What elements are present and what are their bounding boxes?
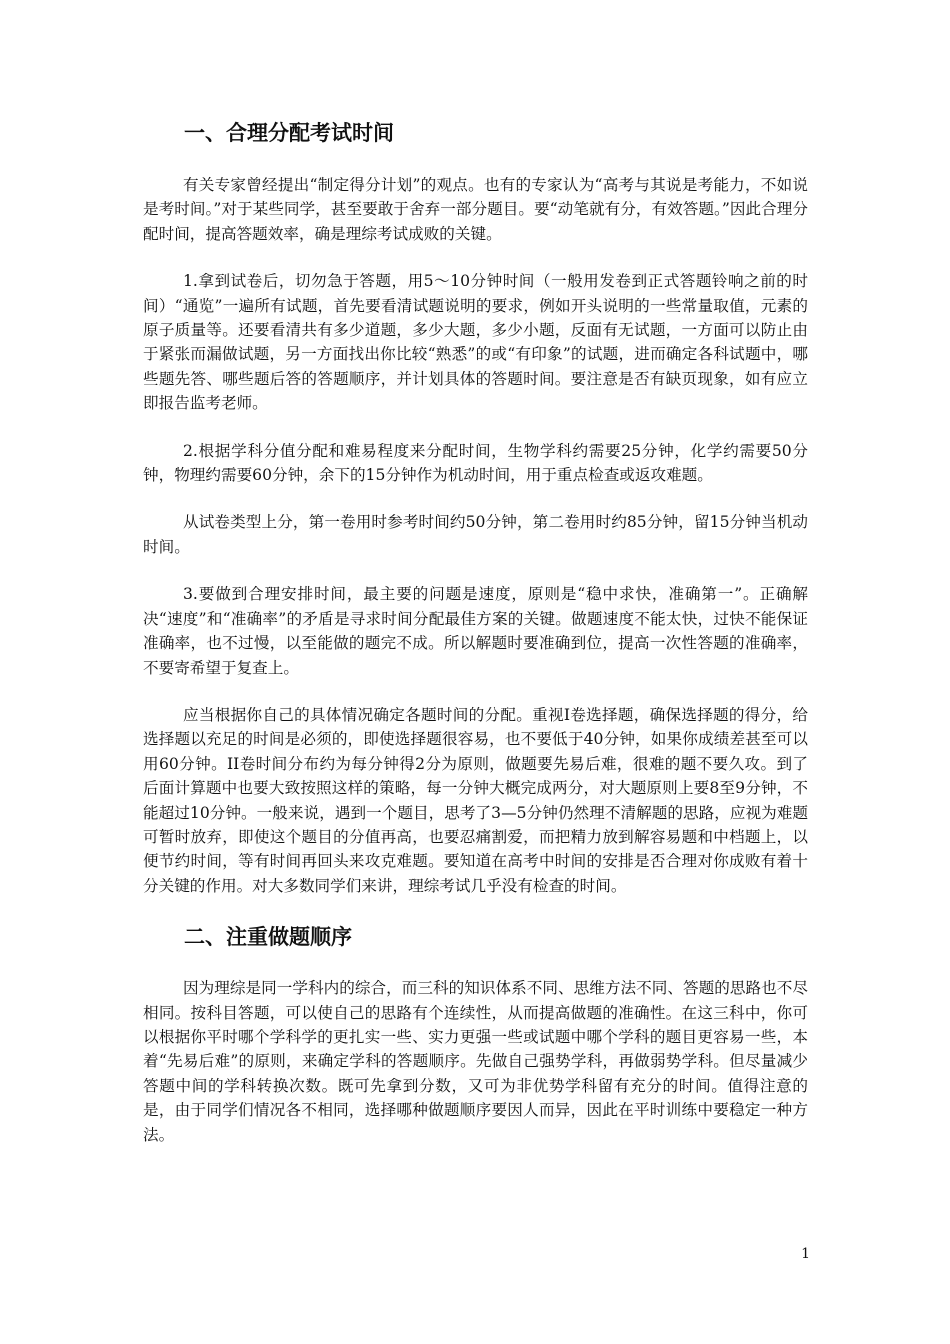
paragraph-answer-order: 因为理综是同一学科内的综合，而三科的知识体系不同、思维方法不同、答题的思路也不尽相同。按科目答题，可以使自己的思路有个连续性，从而提高做题的准确性。在这三科中，你可以根据你平时哪个学科学的更扎实一些、实力更强一些或试题中哪个学科的题目更容易一些，本着“先易后难”的原则，来确定学科的答题顺序。先做自己强势学科，再做弱势学科。但尽量减少答题中间的学科转换次数。既可先拿到分数，又可为非优势学科留有充分的时间。值得注意的是，由于同学们情况各不相同，选择哪种做题顺序要因人而异，因此在平时训练中要稳定一种方法。 (143, 979, 808, 1144)
paragraph-time-distribution: 应当根据你自己的具体情况确定各题时间的分配。重视I卷选择题，确保选择题的得分，给选择题以充足的时间是必须的，即使选择题很容易，也不要低于40分钟，如果你成绩差甚至可以用60分钟。II卷时间分布约为每分钟得2分为原则，做题要先易后难，很难的题不要久攻。到了后面计算题中也要大致按照这样的策略，每一分钟大概完成两分，对大题原则上要8至9分钟，不能超过10分钟。一般来说，遇到一个题目，思考了3—5分钟仍然理不清解题的思路，应视为难题可暂时放弃，即使这个题目的分值再高，也要忍痛割爱，而把精力放到解容易题和中档题上，以便节约时间，等有时间再回头来攻克难题。要知道在高考中时间的安排是否合理对你成败有着十分关键的作用。对大多数同学们来讲，理综考试几乎没有检查的时间。 (143, 705, 808, 895)
paragraph-item-2: 2.根据学科分值分配和难易程度来分配时间，生物学科约需要25分钟，化学约需要50分钟，物理约需要60分钟，余下的15分钟作为机动时间，用于重点检查或返攻难题。 (143, 441, 808, 485)
paragraph-intro: 有关专家曾经提出“制定得分计划”的观点。也有的专家认为“高考与其说是考能力，不如说是考时间。”对于某些同学，甚至要敢于舍弃一部分题目。要“动笔就有分，有效答题。”因此合理分配时间，提高答题效率，确是理综考试成败的关键。 (143, 176, 808, 243)
section-heading-answer-order: 二、注重做题顺序 (184, 925, 352, 950)
paragraph-paper-types: 从试卷类型上分，第一卷用时参考时间约50分钟，第二卷用时约85分钟，留15分钟当机动时间。 (143, 513, 808, 556)
section-heading-time-allocation: 一、合理分配考试时间 (184, 121, 394, 145)
paragraph-item-1: 1.拿到试卷后，切勿急于答题，用5～10分钟时间（一般用发卷到正式答题铃响之前的时间）“通览”一遍所有试题，首先要看清试题说明的要求，例如开头说明的一些常量取值，元素的原子质量等。还要看清共有多少道题，多少大题，多少小题，反面有无试题，一方面可以防止由于紧张而漏做试题，另一方面找出你比较“熟悉”的或“有印象”的试题，进而确定各科试题中，哪些题先答、哪些题后答的答题顺序，并计划具体的答题时间。要注意是否有缺页现象，如有应立即报告监考老师。 (143, 272, 808, 413)
document-body (143, 118, 808, 1170)
page-number: 1 (801, 1246, 810, 1262)
paragraph-item-3: 3.要做到合理安排时间，最主要的问题是速度，原则是“稳中求快，准确第一”。正确解决“速度”和“准确率”的矛盾是寻求时间分配最佳方案的关键。做题速度不能太快，过快不能保证准确率，也不过慢，以至能做的题完不成。所以解题时要准确到位，提高一次性答题的准确率，不要寄希望于复查上。 (143, 585, 808, 677)
